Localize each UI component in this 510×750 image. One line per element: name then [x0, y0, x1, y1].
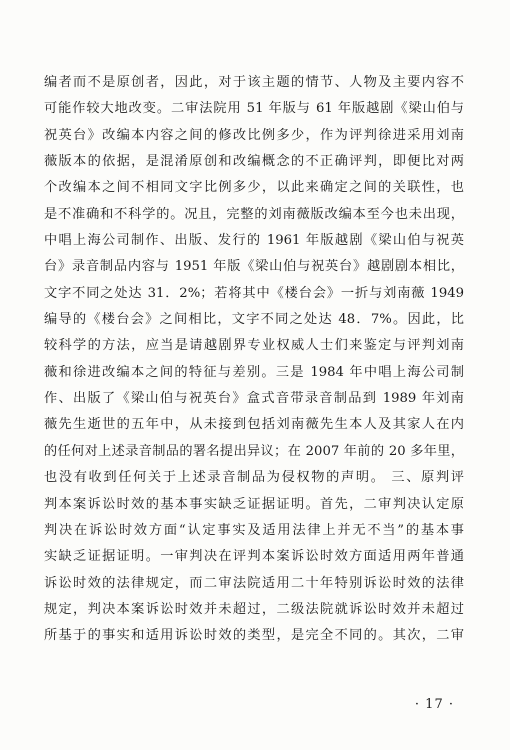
text-line: 祝英台》改编本内容之间的修改比例多少，作为评判徐进采用刘南 — [44, 127, 464, 143]
text-line: 中唱上海公司制作、出版、发行的 1961 年版越剧《梁山伯与祝英 — [44, 233, 464, 249]
page-number: · 17 · — [414, 697, 454, 712]
text-line: 的任何对上述录音制品的署名提出异议；在 2007 年前的 20 多年里， — [44, 443, 464, 459]
text-line: 规定，判决本案诉讼时效并未超过，二级法院就诉讼时效并未超过 — [44, 601, 464, 617]
text-line: 薇先生逝世的五年中，从未接到包括刘南薇先生本人及其家人在内 — [44, 417, 464, 433]
text-line: 较科学的方法，应当是请越剧界专业权威人士们来鉴定与评判刘南 — [44, 338, 464, 354]
text-line: 所基于的事实和适用诉讼时效的类型，是完全不同的。其次，二审 — [44, 628, 464, 644]
text-line: 个改编本之间不相同文字比例多少，以此来确定之间的关联性，也 — [44, 180, 464, 196]
text-line: 是不准确和不科学的。况且，完整的刘南薇版改编本至今也未出现， — [44, 206, 464, 222]
text-line: 判本案诉讼时效的基本事实缺乏证据证明。首先，二审判决认定原 — [44, 496, 464, 512]
text-line: 作、出版了《梁山伯与祝英台》盒式音带录音制品到 1989 年刘南 — [44, 391, 464, 407]
text-line: 编导的《楼台会》之间相比，文字不同之处达 48．7%。因此，比 — [44, 312, 464, 328]
text-line: 台》录音制品内容与 1951 年版《梁山伯与祝英台》越剧剧本相比， — [44, 259, 464, 275]
text-line: 也没有收到任何关于上述录音制品为侵权物的声明。 三、原判评 — [44, 470, 464, 486]
text-line: 实缺乏证据证明。一审判决在评判本案诉讼时效方面适用两年普通 — [44, 549, 464, 565]
text-line: 诉讼时效的法律规定，而二审法院适用二十年特别诉讼时效的法律 — [44, 575, 464, 591]
text-line: 编者而不是原创者，因此，对于该主题的情节、人物及主要内容不 — [44, 75, 464, 90]
text-line: 薇版本的依据，是混淆原创和改编概念的不正确评判，即便比对两 — [44, 154, 464, 170]
text-line: 薇和徐进改编本之间的特征与差别。三是 1984 年中唱上海公司制 — [44, 364, 464, 380]
text-line: 判决在诉讼时效方面“认定事实及适用法律上并无不当”的基本事 — [44, 522, 464, 538]
body-text — [44, 70, 464, 650]
text-line: 文字不同之处达 31．2%；若将其中《楼台会》一折与刘南薇 1949 — [44, 285, 464, 301]
text-line: 可能作较大地改变。二审法院用 51 年版与 61 年版越剧《梁山伯与 — [44, 101, 464, 117]
